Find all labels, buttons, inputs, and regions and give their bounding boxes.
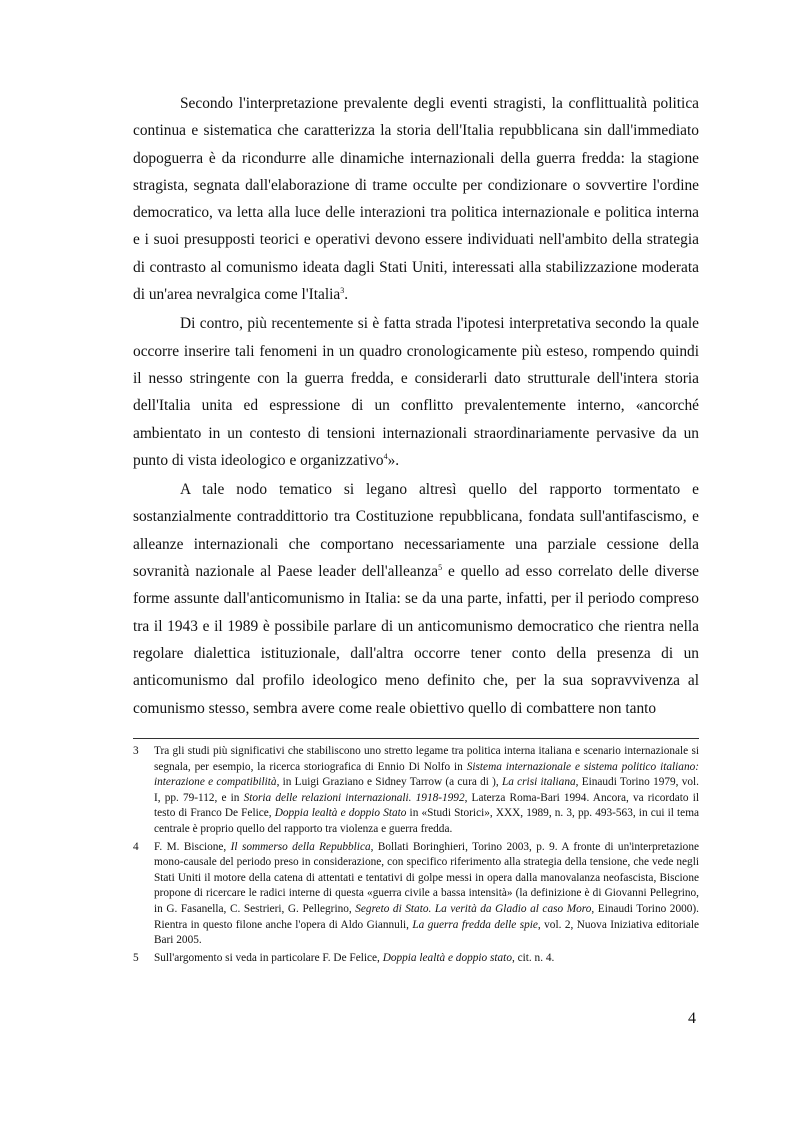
footnote-text-part: Sull'argomento si veda in particolare F. De Felice, [154, 951, 383, 964]
footnote-number: 5 [133, 951, 139, 964]
paragraph-2 [133, 310, 699, 474]
paragraph-1 [133, 90, 699, 308]
paragraph-text: A tale nodo tematico si legano altresì quello del rapporto tormentato e sostanzialmente contraddittorio tra Costituzione repubblicana, fondata sull'antifascismo, e alleanze internazionali che comportano necessariamente una parziale cessione della sovranità nazionale al Paese leader dell'alleanza [133, 481, 699, 581]
footnote-text-part: , Laterza Roma-Bari 1994. Ancora, va ricordato il testo di Franco De Felice, [154, 791, 699, 820]
work-title: La guerra fredda delle spie [412, 918, 538, 931]
footnote-text [154, 840, 699, 949]
footnote-ref-4[interactable]: 4 [383, 451, 388, 461]
work-title: Doppia lealtà e doppio stato [382, 951, 512, 964]
footnote-number: 4 [133, 840, 139, 853]
footnote-ref-3[interactable]: 3 [340, 285, 345, 295]
footnote-text-part: , vol. 2, Nuova Iniziativa editoriale Bari 2005. [154, 918, 699, 947]
footnote-4 [133, 840, 699, 949]
work-title: Sistema internazionale e sistema politico italiano: interazione e compatibilità [154, 760, 699, 789]
page-number: 4 [688, 1010, 696, 1027]
paragraph-text: Di contro, più recentemente si è fatta strada l'ipotesi interpretativa secondo la quale occorre inserire tali fenomeni in un quadro cronologicamente più esteso, rompendo quindi il nesso stringente con la guerra fredda, e considerarli dato strutturale dell'intera storia dell'Italia unita ed espressione di un conflitto prevalentemente interno, «ancorché ambientato in un contesto di tensioni internazionali straordinariamente pervasive da un punto di vista ideologico e organizzativo [133, 315, 699, 469]
work-title: Doppia lealtà e doppio Stato [274, 807, 407, 820]
footnote-text-part: F. M. Biscione, [154, 840, 231, 853]
footnote-3 [133, 744, 699, 838]
footnote-text-part: , in Luigi Graziano e Sidney Tarrow (a cura di ), [276, 776, 502, 789]
footnote-number: 3 [133, 745, 139, 757]
footnote-separator [133, 738, 699, 739]
footnote-text-part: Tra gli studi più significativi che stabiliscono uno stretto legame tra politica interna italiana e scenario internazionale si segnala, per esempio, la ricerca storiografica di Ennio Di Nolfo in [154, 745, 699, 773]
body-text [133, 90, 699, 724]
footnote-text-part: , Einaudi Torino 2000). Rientra in questo filone anche l'opera di Aldo Giannuli, [154, 902, 699, 931]
paragraph-text: e quello ad esso correlato delle diverse forme assunte dall'anticomunismo in Italia: se da una parte, infatti, per il periodo compreso tra il 1943 e il 1989 è possibile parlare di un anticomunismo democratico che rientra nella regolare dialettica istituzionale, dall'altra occorre tener conto della presenza di un anticomunismo dal profilo ideologico meno definito che, per la sua sopravvivenza al comunismo stesso, sembra avere come reale obiettivo quello di combattere non tanto [133, 563, 699, 717]
footnote-text-part: , Bollati Boringhieri, Torino 2003, p. 9. A fronte di un'interpretazione mono-causale del periodo preso in considerazione, con specifico riferimento alla strategia della tensione, che vede negli Stati Uniti il motore della catena di attentati e tentativi di golpe messi in opera dalla manovalanza neofascista, Biscione propone di ricercare le radici interne di questa «guerra civile a bassa intensità» (la definizione è di Giovanni Pellegrino, in G. Fasanella, C. Sestrieri, G. Pellegrino, [154, 840, 699, 915]
paragraph-text: ». [387, 451, 400, 469]
footnotes [133, 744, 699, 968]
footnote-text-part: in «Studi Storici», XXX, 1989, n. 3, pp. 493-563, in cui il tema centrale è proprio quello del rapporto tra violenza e guerra fredda. [154, 807, 699, 835]
work-title: Il sommerso della Repubblica [230, 840, 371, 853]
paragraph-text: Secondo l'interpretazione prevalente degli eventi stragisti, la conflittualità politica continua e sistematica che caratterizza la storia dell'Italia repubblicana sin dall'immediato dopoguerra è da ricondurre alle dinamiche internazionali della guerra fredda: la stagione stragista, segnata dall'elaborazione di trame occulte per condizionare o sovvertire l'ordine democratico, va letta alla luce delle interazioni tra politica internazionale e politica interna e i suoi presupposti teorici e operativi devono essere individuati nell'ambito della strategia di contrasto al comunismo ideata dagli Stati Uniti, interessati alla stabilizzazione moderata di un'area nevralgica come l'Italia [133, 95, 699, 304]
footnote-ref-5[interactable]: 5 [438, 562, 443, 572]
work-title: Storia delle relazioni internazionali. 1918-1992 [243, 791, 465, 804]
footnote-text [154, 951, 699, 967]
paragraph-text: . [344, 286, 349, 304]
footnote-text-part: , cit. n. 4. [511, 951, 555, 964]
footnote-5 [133, 951, 699, 967]
paragraph-3 [133, 476, 699, 722]
work-title: Segreto di Stato. La verità da Gladio al caso Moro [355, 902, 592, 915]
work-title: La crisi italiana [501, 776, 576, 789]
footnote-text [154, 744, 699, 838]
footnote-text-part: , Einaudi Torino 1979, vol. I, pp. 79-112, e in [154, 776, 699, 804]
